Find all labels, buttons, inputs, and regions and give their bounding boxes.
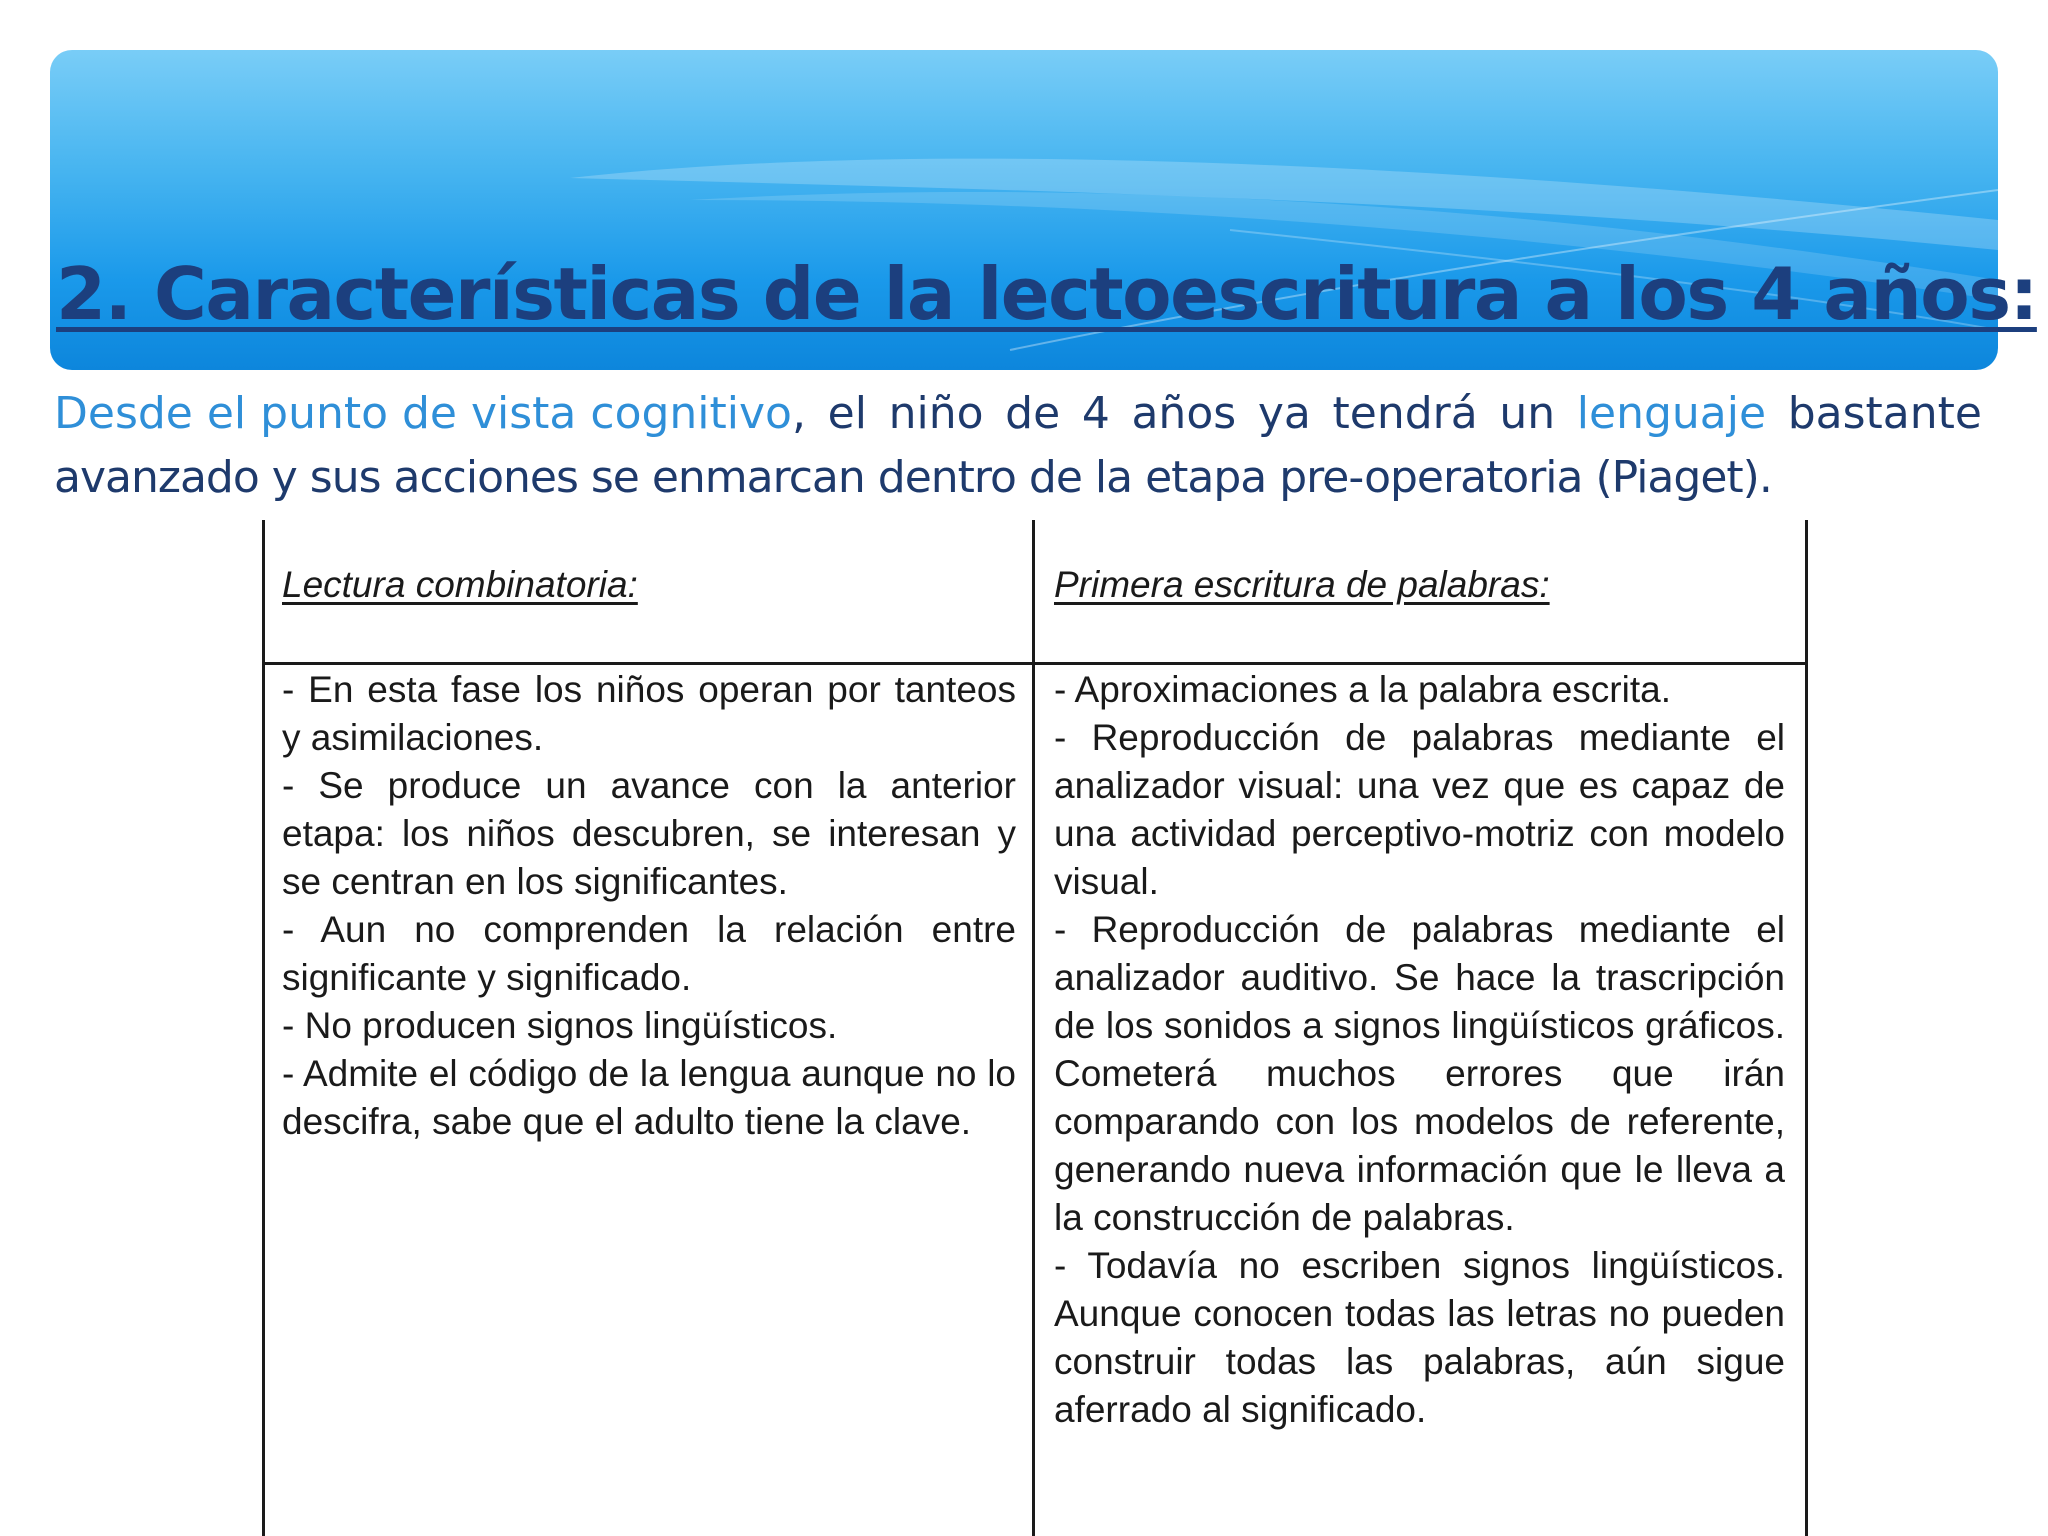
table-header-rule: [262, 662, 1808, 665]
table-paragraph: - No producen signos lingüísticos.: [282, 1005, 838, 1046]
column-heading-escritura: Primera escritura de palabras:: [1054, 564, 1550, 605]
intro-word: 4: [1081, 388, 1110, 439]
table-paragraph: - Todavía no escriben signos lingüísticos. Aunque conocen todas las letras no pueden construir todas las palabras, aún sigue aferrado al significado.: [1054, 1245, 1785, 1430]
column-heading-lectura: Lectura combinatoria:: [282, 564, 638, 605]
intro-word: el: [827, 388, 867, 439]
intro-word: bastante: [1787, 388, 1982, 439]
table-paragraph: - Reproducción de palabras mediante el analizador visual: una vez que es capaz de una actividad perceptivo-motriz con modelo visual.: [1054, 717, 1785, 902]
table-paragraph: - En esta fase los niños operan por tanteos y asimilaciones.: [282, 669, 1016, 758]
table-border-right: [1805, 520, 1808, 1536]
table-divider: [1032, 520, 1035, 1536]
column-body-escritura: [1054, 666, 1785, 1434]
intro-paragraph: [54, 382, 1982, 510]
column-body-lectura: [282, 666, 1016, 1146]
intro-word: años: [1131, 388, 1237, 439]
intro-word: ya: [1257, 388, 1311, 439]
intro-line-2: avanzado y sus acciones se enmarcan dentro de la etapa pre-operatoria (Piaget).: [54, 452, 1772, 503]
slide-title: 2. Características de la lectoescritura a los 4 años:: [56, 252, 2037, 336]
intro-word: de: [1005, 388, 1061, 439]
table-paragraph: - Admite el código de la lengua aunque no lo descifra, sabe que el adulto tiene la clave.: [282, 1053, 1016, 1142]
intro-word: un: [1499, 388, 1556, 439]
table-paragraph: - Reproducción de palabras mediante el analizador auditivo. Se hace la trascripción de los sonidos a signos lingüísticos gráficos. Cometerá muchos errores que irán comparando con los modelos de referente, generando nueva información que le lleva a la construcción de palabras.: [1054, 909, 1785, 1238]
comparison-table: [262, 520, 1808, 1536]
intro-phrase-cognitivo: Desde el punto de vista cognitivo,: [54, 388, 806, 439]
intro-word: niño: [888, 388, 984, 439]
table-paragraph: - Aproximaciones a la palabra escrita.: [1054, 669, 1671, 710]
intro-word-lenguaje: lenguaje: [1576, 388, 1767, 439]
table-paragraph: - Aun no comprenden la relación entre significante y significado.: [282, 909, 1016, 998]
table-paragraph: - Se produce un avance con la anterior etapa: los niños descubren, se interesan y se centran en los significantes.: [282, 765, 1016, 902]
intro-line-1: [54, 382, 1982, 446]
table-border-left: [262, 520, 265, 1536]
intro-word: tendrá: [1332, 388, 1478, 439]
